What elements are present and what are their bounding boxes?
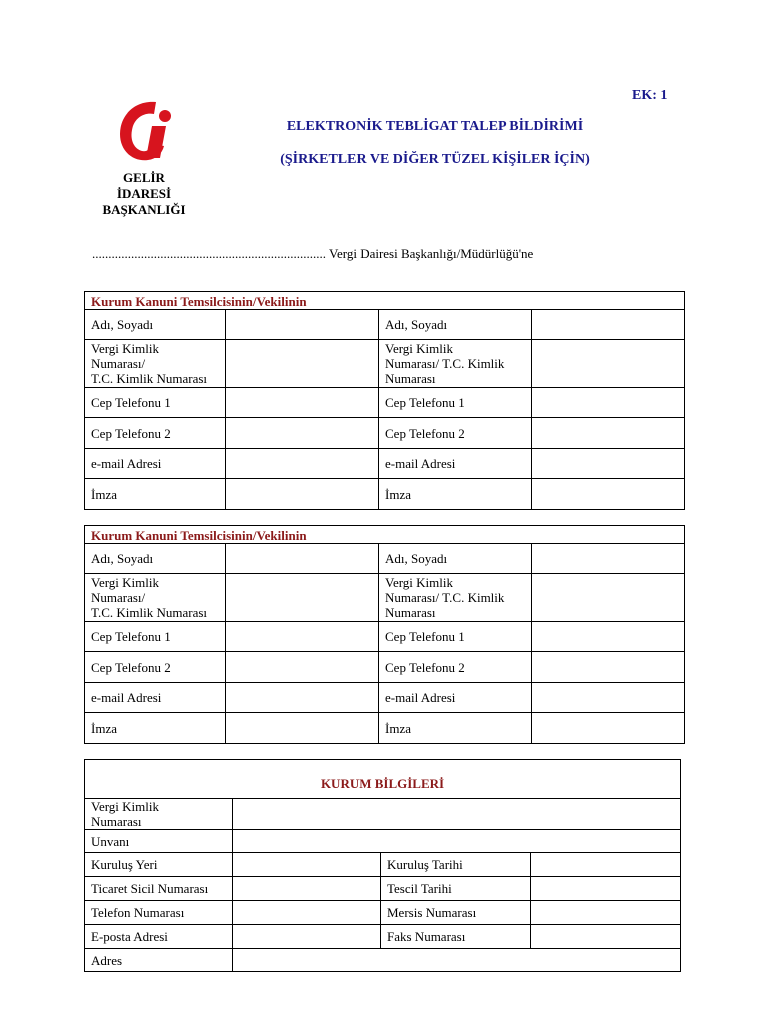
- phone2-label: Cep Telefonu 2: [85, 652, 226, 683]
- name-label: Adı, Soyadı: [379, 310, 532, 340]
- email-label: e-mail Adresi: [85, 449, 226, 479]
- phone2-label: Cep Telefonu 2: [85, 418, 226, 449]
- table-header: KURUM BİLGİLERİ: [85, 760, 681, 799]
- signature-field-left[interactable]: [226, 479, 379, 510]
- email-field-left[interactable]: [226, 449, 379, 479]
- signature-label: İmza: [379, 479, 532, 510]
- name-field-right[interactable]: [532, 544, 685, 574]
- signature-field-right[interactable]: [532, 713, 685, 744]
- institution-title-label: Unvanı: [85, 830, 233, 853]
- email-field-right[interactable]: [532, 683, 685, 713]
- vkn-label: Vergi Kimlik Numarası/ T.C. Kimlik Numarası: [85, 340, 226, 388]
- table-header: Kurum Kanuni Temsilcisinin/Vekilinin: [85, 526, 685, 544]
- vkn-field-right[interactable]: [532, 574, 685, 622]
- vkn-field-left[interactable]: [226, 340, 379, 388]
- registration-date-label: Tescil Tarihi: [381, 877, 531, 901]
- attachment-label: EK: 1: [632, 88, 668, 103]
- phone1-label: Cep Telefonu 1: [379, 622, 532, 652]
- email-field-left[interactable]: [226, 683, 379, 713]
- mersis-number-label: Mersis Numarası: [381, 901, 531, 925]
- address-field[interactable]: [233, 949, 681, 972]
- phone2-field-left[interactable]: [226, 652, 379, 683]
- name-field-left[interactable]: [226, 544, 379, 574]
- signature-field-right[interactable]: [532, 479, 685, 510]
- email-address-field[interactable]: [233, 925, 381, 949]
- name-label: Adı, Soyadı: [85, 544, 226, 574]
- signature-field-left[interactable]: [226, 713, 379, 744]
- fax-number-field[interactable]: [531, 925, 681, 949]
- addressee-blank[interactable]: ........................................................................: [92, 246, 326, 261]
- phone-number-field[interactable]: [233, 901, 381, 925]
- email-field-right[interactable]: [532, 449, 685, 479]
- table-header: Kurum Kanuni Temsilcisinin/Vekilinin: [85, 292, 685, 310]
- email-label: e-mail Adresi: [379, 683, 532, 713]
- phone1-field-right[interactable]: [532, 622, 685, 652]
- founding-place-field[interactable]: [233, 853, 381, 877]
- trade-registry-label: Ticaret Sicil Numarası: [85, 877, 233, 901]
- phone2-field-left[interactable]: [226, 418, 379, 449]
- phone2-field-right[interactable]: [532, 652, 685, 683]
- institution-title-field[interactable]: [233, 830, 681, 853]
- trade-registry-field[interactable]: [233, 877, 381, 901]
- phone2-field-right[interactable]: [532, 418, 685, 449]
- phone1-field-left[interactable]: [226, 622, 379, 652]
- email-address-label: E-posta Adresi: [85, 925, 233, 949]
- vkn-label: Vergi Kimlik Numarası/ T.C. Kimlik Numarası: [379, 340, 532, 388]
- institution-vkn-label: Vergi Kimlik Numarası: [85, 799, 233, 830]
- founding-place-label: Kuruluş Yeri: [85, 853, 233, 877]
- institution-vkn-field[interactable]: [233, 799, 681, 830]
- name-label: Adı, Soyadı: [85, 310, 226, 340]
- phone-number-label: Telefon Numarası: [85, 901, 233, 925]
- phone1-label: Cep Telefonu 1: [379, 388, 532, 418]
- vkn-label: Vergi Kimlik Numarası/ T.C. Kimlik Numarası: [379, 574, 532, 622]
- name-field-right[interactable]: [532, 310, 685, 340]
- mersis-number-field[interactable]: [531, 901, 681, 925]
- email-label: e-mail Adresi: [379, 449, 532, 479]
- phone1-field-left[interactable]: [226, 388, 379, 418]
- organization-name: GELİR İDARESİ BAŞKANLIĞI: [102, 170, 186, 217]
- vkn-field-left[interactable]: [226, 574, 379, 622]
- representative-table-1: [84, 291, 685, 510]
- phone1-field-right[interactable]: [532, 388, 685, 418]
- signature-label: İmza: [85, 479, 226, 510]
- phone1-label: Cep Telefonu 1: [85, 388, 226, 418]
- representative-table-2: [84, 525, 685, 744]
- addressee-line: ........................................................................ Vergi Dairesi Başkanlığı/Müdürlüğü'ne: [92, 246, 534, 261]
- founding-date-label: Kuruluş Tarihi: [381, 853, 531, 877]
- fax-number-label: Faks Numarası: [381, 925, 531, 949]
- vkn-label: Vergi Kimlik Numarası/ T.C. Kimlik Numarası: [85, 574, 226, 622]
- registration-date-field[interactable]: [531, 877, 681, 901]
- name-field-left[interactable]: [226, 310, 379, 340]
- gib-logo-icon: [116, 96, 174, 164]
- founding-date-field[interactable]: [531, 853, 681, 877]
- form-title: ELEKTRONİK TEBLİGAT TALEP BİLDİRİMİ: [286, 119, 584, 134]
- signature-label: İmza: [85, 713, 226, 744]
- vkn-field-right[interactable]: [532, 340, 685, 388]
- address-label: Adres: [85, 949, 233, 972]
- email-label: e-mail Adresi: [85, 683, 226, 713]
- institution-info-table: [84, 759, 681, 972]
- phone2-label: Cep Telefonu 2: [379, 418, 532, 449]
- name-label: Adı, Soyadı: [379, 544, 532, 574]
- phone1-label: Cep Telefonu 1: [85, 622, 226, 652]
- signature-label: İmza: [379, 713, 532, 744]
- phone2-label: Cep Telefonu 2: [379, 652, 532, 683]
- form-subtitle: (ŞİRKETLER VE DİĞER TÜZEL KİŞİLER İÇİN): [280, 152, 590, 167]
